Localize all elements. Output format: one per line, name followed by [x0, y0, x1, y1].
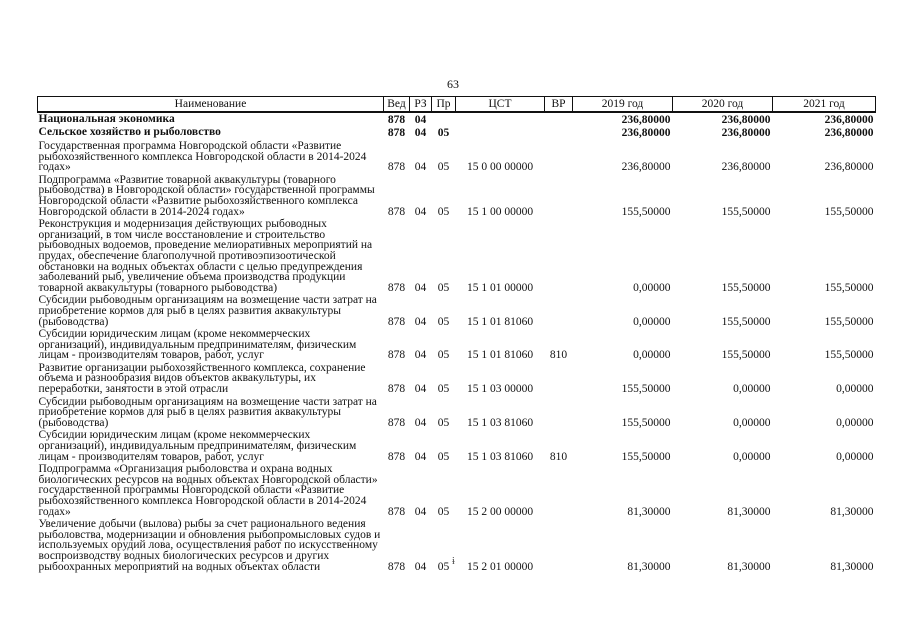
row-vr: [545, 462, 573, 517]
row-pr: 05: [437, 505, 450, 518]
row-2019: 81,30000: [627, 505, 671, 518]
row-cst: [456, 112, 545, 126]
row-ved: 878: [387, 315, 406, 328]
row-2021: 236,80000: [824, 127, 874, 140]
row-cst: 15 0 00 00000: [466, 161, 534, 174]
row-cst: 15 1 03 81060: [466, 450, 534, 463]
row-2020: 81,30000: [727, 505, 771, 518]
row-cst: 15 1 03 00000: [466, 383, 534, 396]
row-2019: 236,80000: [621, 161, 671, 174]
row-vr: 810: [549, 450, 568, 463]
row-rz: 04: [414, 281, 427, 294]
table-header: [38, 97, 876, 113]
table-row: [38, 293, 876, 327]
row-2020: 155,50000: [721, 315, 771, 328]
row-ved: 878: [387, 161, 406, 174]
row-rz: 04: [414, 560, 427, 573]
table-row: [38, 462, 876, 517]
budget-table: [37, 96, 876, 572]
row-2019: 155,50000: [621, 383, 671, 396]
row-2020: 155,50000: [721, 349, 771, 362]
row-cst: 15 1 01 81060: [466, 349, 534, 362]
row-2020: 0,00000: [733, 450, 771, 463]
row-name: Субсидии рыбоводным организациям на возмещение части затрат на приобретение кормов для рыб в целях развития аквакультуры (рыбоводства): [38, 294, 377, 328]
row-pr: 05: [437, 127, 450, 140]
row-vr: [545, 217, 573, 293]
row-2021: 0,00000: [836, 383, 874, 396]
row-name: Субсидии юридическим лицам (кроме некоммерческих организаций), индивидуальным предпринимателям, физическим лицам - производителям товаров, работ, услуг: [38, 328, 357, 362]
row-pr: 05: [437, 161, 450, 174]
row-pr: 05: [437, 416, 450, 429]
row-ved: 878: [387, 281, 406, 294]
row-cst: 15 1 00 00000: [466, 205, 534, 218]
row-2021: 81,30000: [830, 505, 874, 518]
row-name: Национальная экономика: [38, 113, 175, 125]
row-rz: 04: [414, 161, 427, 174]
row-2021: 155,50000: [824, 349, 874, 362]
row-2021: 81,30000: [830, 560, 874, 573]
row-rz: 04: [414, 315, 427, 328]
page-number: 63: [447, 77, 459, 91]
scan-mark: ɨ: [452, 556, 455, 567]
table-row: [38, 126, 876, 139]
row-2020: 0,00000: [733, 416, 771, 429]
table-row: [38, 173, 876, 217]
row-2021: 236,80000: [824, 161, 874, 174]
table-row: [38, 428, 876, 462]
row-2021: 155,50000: [824, 315, 874, 328]
table-body: [38, 112, 876, 572]
row-ved: 878: [387, 560, 406, 573]
row-ved: 878: [387, 349, 406, 362]
row-name: Субсидии рыбоводным организациям на возмещение части затрат на приобретение кормов для рыб в целях развития аквакультуры (рыбоводства): [38, 395, 377, 429]
row-ved: 878: [387, 383, 406, 396]
row-pr: 05: [437, 281, 450, 294]
header-2019: 2019 год: [573, 97, 673, 113]
header-ved: Вед: [384, 97, 410, 113]
row-cst: 15 1 01 00000: [466, 281, 534, 294]
row-pr: 05: [437, 315, 450, 328]
row-2020: 236,80000: [721, 161, 771, 174]
row-rz: 04: [414, 114, 427, 127]
table-row: [38, 395, 876, 429]
row-vr: 810: [549, 349, 568, 362]
row-2019: 0,00000: [633, 349, 671, 362]
row-cst: [456, 126, 545, 139]
row-pr: 05: [437, 450, 450, 463]
row-name: Развитие организации рыбохозяйственного комплекса, сохранение объема и разнообразия видов объектов аквакультуры, их переработки, занятости в этой отрасли: [38, 361, 366, 396]
row-ved: 878: [387, 450, 406, 463]
table-row: [38, 361, 876, 395]
row-2020: 236,80000: [721, 114, 771, 127]
row-2019: 0,00000: [633, 281, 671, 294]
row-rz: 04: [414, 205, 427, 218]
row-2019: 81,30000: [627, 560, 671, 573]
row-pr: 05: [437, 560, 450, 573]
row-2019: 155,50000: [621, 205, 671, 218]
row-name: Субсидии юридическим лицам (кроме некоммерческих организаций), индивидуальным предпринимателям, физическим лицам - производителям товаров, работ, услуг: [38, 429, 357, 463]
row-cst: 15 2 00 00000: [466, 505, 534, 518]
row-2019: 236,80000: [621, 127, 671, 140]
row-cst: 15 1 01 81060: [466, 315, 534, 328]
row-name: Увеличение добычи (вылова) рыбы за счет рационального ведения рыболовства, модернизации и обновления рыбопромысловых судов и используемых орудий лова, осуществления работ по искусственному воспроизводству водных биологических ресурсов и других рыбоохранных мероприятий на водных объектах области: [38, 518, 381, 573]
row-2021: 236,80000: [824, 114, 874, 127]
row-ved: 878: [387, 114, 406, 127]
row-name: Реконструкция и модернизация действующих рыбоводных организаций, в том числе восстановление и строительство рыбоводных водоемов, проведение мелиоративных мероприятий на прудах, обеспечение благополучной противоэпизоотической обстановки на водных объектах области с целью предупреждения заболеваний рыб, увеличение объема производства продукции товарной аквакультуры (товарного рыбоводства): [38, 218, 373, 294]
row-2020: 0,00000: [733, 383, 771, 396]
row-2019: 155,50000: [621, 450, 671, 463]
row-rz: 04: [414, 127, 427, 140]
row-pr: 05: [437, 205, 450, 218]
row-2019: 236,80000: [621, 114, 671, 127]
row-rz: 04: [414, 450, 427, 463]
row-rz: 04: [414, 349, 427, 362]
row-name: Сельское хозяйство и рыболовство: [38, 126, 221, 138]
row-2019: 155,50000: [621, 416, 671, 429]
header-name: Наименование: [38, 97, 384, 113]
row-2021: 155,50000: [824, 281, 874, 294]
row-vr: [545, 139, 573, 173]
row-vr: [545, 293, 573, 327]
row-2020: 155,50000: [721, 281, 771, 294]
row-vr: [545, 126, 573, 139]
row-vr: [545, 112, 573, 126]
row-vr: [545, 173, 573, 217]
row-pr: 05: [437, 383, 450, 396]
table-row: [38, 517, 876, 572]
row-2021: 155,50000: [824, 205, 874, 218]
header-2021: 2021 год: [773, 97, 876, 113]
row-2021: 0,00000: [836, 416, 874, 429]
header-pr: Пр: [432, 97, 456, 113]
header-rz: РЗ: [410, 97, 432, 113]
row-cst: 15 1 03 81060: [466, 416, 534, 429]
row-2021: 0,00000: [836, 450, 874, 463]
row-rz: 04: [414, 416, 427, 429]
row-name: Подпрограмма «Организация рыболовства и охрана водных биологических ресурсов на водных объектах Новгородской области» государственной программы Новгородской области «Развитие рыбохозяйственного комплекса Новгородской области в 2014-2024 годах»: [38, 463, 378, 518]
table-row: [38, 112, 876, 126]
row-2019: 0,00000: [633, 315, 671, 328]
row-cst: 15 2 01 00000: [466, 560, 534, 573]
row-2020: 236,80000: [721, 127, 771, 140]
row-vr: [545, 517, 573, 572]
row-ved: 878: [387, 205, 406, 218]
row-2020: 155,50000: [721, 205, 771, 218]
row-name: Государственная программа Новгородской области «Развитие рыбохозяйственного комплекса Новгородской области в 2014-2024 годах»: [38, 140, 367, 174]
header-cst: ЦСТ: [456, 97, 545, 113]
row-vr: [545, 361, 573, 395]
table-row: [38, 217, 876, 293]
row-ved: 878: [387, 505, 406, 518]
row-2020: 81,30000: [727, 560, 771, 573]
row-rz: 04: [414, 383, 427, 396]
row-name: Подпрограмма «Развитие товарной аквакультуры (товарного рыбоводства) в Новгородской области» государственной программы Новгородской области «Развитие рыбохозяйственного комплекса Новгородской области в 2014-2024 годах»: [38, 173, 375, 218]
row-ved: 878: [387, 127, 406, 140]
row-pr: 05: [437, 349, 450, 362]
header-vr: ВР: [545, 97, 573, 113]
table-row: [38, 327, 876, 361]
row-pr: [432, 112, 456, 126]
header-2020: 2020 год: [673, 97, 773, 113]
row-vr: [545, 395, 573, 429]
row-rz: 04: [414, 505, 427, 518]
row-ved: 878: [387, 416, 406, 429]
table-row: [38, 139, 876, 173]
